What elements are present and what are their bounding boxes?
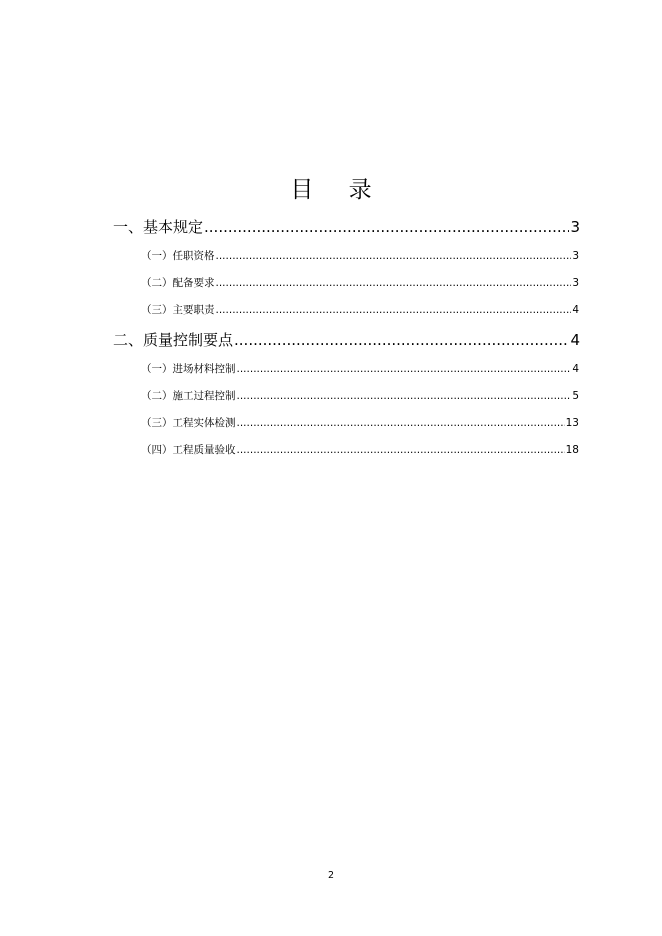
toc-entry-label: （三）工程实体检测 — [141, 417, 236, 429]
toc-entry-page: 13 — [565, 417, 579, 429]
toc-entry-page: 18 — [565, 444, 579, 456]
toc-entry-page: 3 — [572, 250, 579, 262]
toc-entry-construction-process[interactable] — [141, 389, 579, 403]
toc-entry-entity-inspection[interactable] — [141, 416, 579, 430]
toc-entry-page: 4 — [572, 304, 579, 316]
toc-entry-page: 3 — [572, 277, 579, 289]
toc-entry-label: （四）工程质量验收 — [141, 444, 236, 456]
toc-entry-main-duties[interactable] — [141, 303, 579, 317]
toc-entry-label: （一）进场材料控制 — [141, 363, 236, 375]
toc-entry-label: （三）主要职责 — [141, 304, 215, 316]
toc-entry-page: 4 — [570, 331, 580, 349]
dot-leader — [216, 303, 572, 317]
toc-entry-quality-acceptance[interactable] — [141, 443, 579, 457]
dot-leader — [237, 443, 565, 457]
dot-leader — [237, 389, 572, 403]
toc-entry-page: 3 — [570, 218, 580, 236]
toc-entry-label: 二、质量控制要点 — [113, 331, 234, 349]
toc-entry-quality-control-points[interactable] — [113, 330, 580, 350]
toc-entry-incoming-materials[interactable] — [141, 362, 579, 376]
toc-entry-label: （二）配备要求 — [141, 277, 215, 289]
toc-title: 目 录 — [290, 177, 386, 203]
toc-entry-qualifications[interactable] — [141, 249, 579, 263]
dot-leader — [234, 330, 569, 350]
toc-entry-page: 4 — [572, 363, 579, 375]
toc-entry-label: （一）任职资格 — [141, 250, 215, 262]
page-number: 2 — [327, 870, 335, 881]
dot-leader — [237, 362, 572, 376]
dot-leader — [204, 217, 569, 237]
toc-entry-page: 5 — [572, 390, 579, 402]
toc-entry-staffing-requirements[interactable] — [141, 276, 579, 290]
toc-entry-label: （二）施工过程控制 — [141, 390, 236, 402]
toc-entry-basic-provisions[interactable] — [113, 217, 580, 237]
dot-leader — [216, 276, 572, 290]
toc-entry-label: 一、基本规定 — [113, 218, 204, 236]
dot-leader — [237, 416, 565, 430]
dot-leader — [216, 249, 572, 263]
